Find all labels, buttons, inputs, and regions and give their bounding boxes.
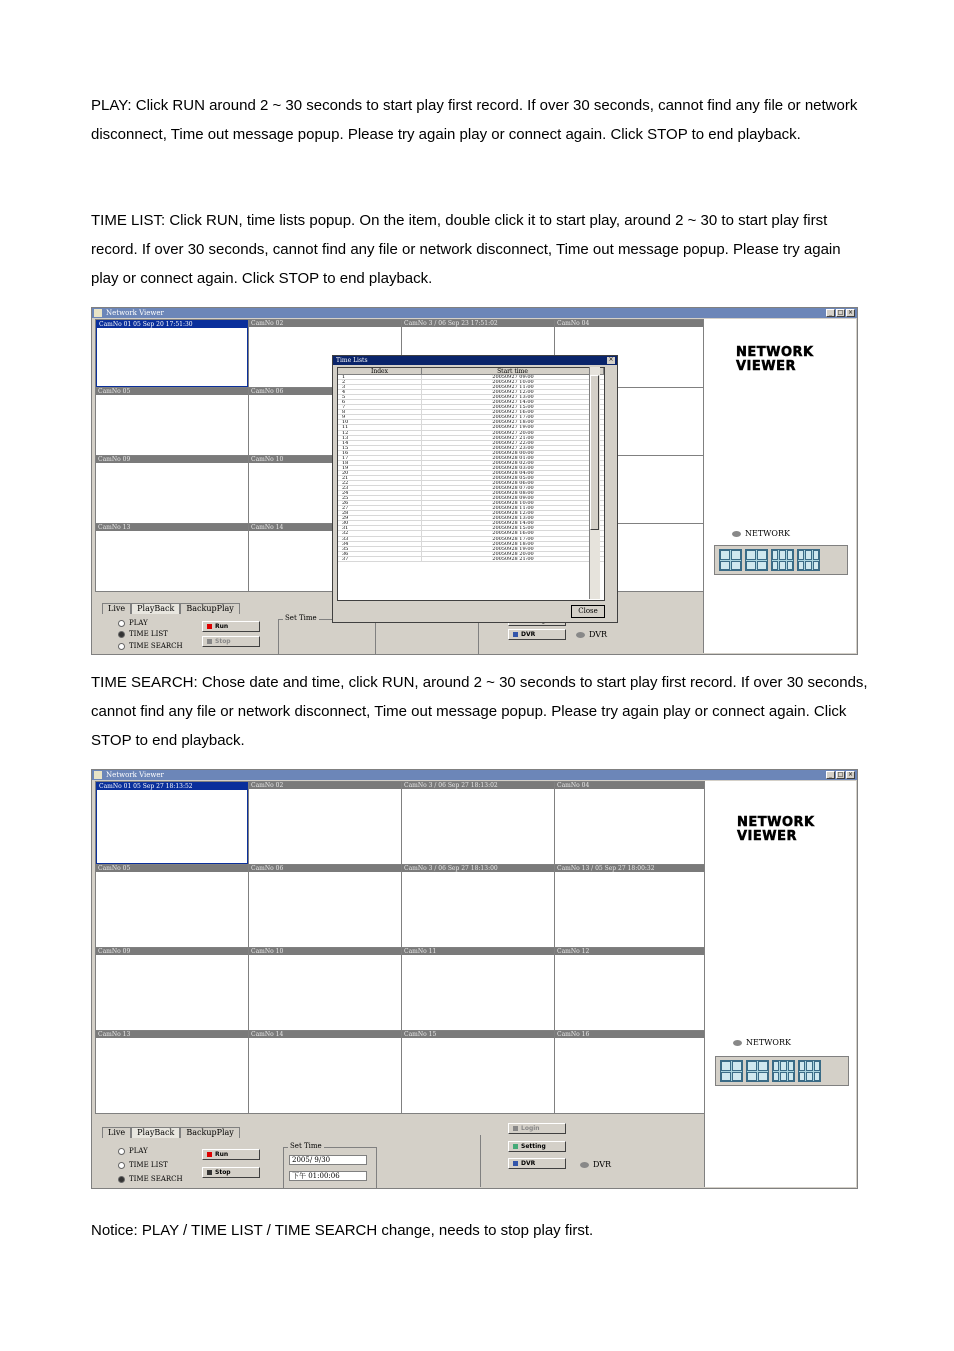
camera-cell[interactable]: [402, 1031, 554, 1113]
list-item[interactable]: 29 20050928 13:00: [338, 516, 604, 521]
list-item[interactable]: 24 20050928 08:00: [338, 491, 604, 496]
camera-caption: CamNo 3 / 06 Sep 27 18:13:02: [402, 782, 554, 789]
close-button[interactable]: Close: [571, 605, 605, 618]
camera-caption: CamNo 16: [555, 1031, 707, 1038]
camera-cell[interactable]: [555, 1031, 707, 1113]
camera-caption: CamNo 13: [96, 1031, 248, 1038]
list-item[interactable]: 18 20050928 02:00: [338, 461, 604, 466]
layout-6-icon[interactable]: [746, 1060, 769, 1082]
run-button[interactable]: Run: [202, 1149, 260, 1160]
list-item[interactable]: 27 20050928 11:00: [338, 506, 604, 511]
radio-time-list[interactable]: TIME LIST: [118, 1161, 168, 1169]
radio-time-search[interactable]: TIME SEARCH: [118, 1175, 183, 1183]
list-item[interactable]: 37 20050928 21:00: [338, 557, 604, 562]
list-item[interactable]: 7 20050927 15:00: [338, 405, 604, 410]
list-item[interactable]: 13 20050927 21:00: [338, 436, 604, 441]
list-item[interactable]: 34 20050928 18:00: [338, 542, 604, 547]
list-item[interactable]: 33 20050928 17:00: [338, 537, 604, 542]
camera-caption: CamNo 04: [555, 782, 707, 789]
radio-time-list[interactable]: TIME LIST: [118, 630, 168, 638]
camera-cell[interactable]: [96, 782, 248, 864]
stop-button[interactable]: Stop: [202, 1167, 260, 1178]
list-item[interactable]: 15 20050927 23:00: [338, 446, 604, 451]
maximize-icon[interactable]: □: [837, 771, 844, 778]
set-time-group: Set Time 2005/ 9/30 下午 01:00:06: [283, 1147, 377, 1189]
dialog-titlebar: Time Lists ×: [333, 356, 617, 365]
list-item[interactable]: 14 20050927 22:00: [338, 441, 604, 446]
camera-grid: [95, 781, 708, 1114]
dialog-close-icon[interactable]: ×: [608, 356, 614, 363]
minimize-icon[interactable]: _: [826, 309, 835, 317]
camera-caption: CamNo 01 05 Sep 27 18:13:52: [97, 783, 247, 790]
layout-9-icon[interactable]: [772, 1060, 795, 1082]
tab-live[interactable]: Live: [102, 1127, 131, 1138]
list-item[interactable]: 36 20050928 20:00: [338, 552, 604, 557]
camera-caption: CamNo 3 / 06 Sep 27 18:13:00: [402, 865, 554, 872]
time-search-screenshot: [91, 769, 858, 1189]
camera-cell[interactable]: [555, 948, 707, 1030]
list-item[interactable]: 17 20050928 01:00: [338, 456, 604, 461]
col-start-time[interactable]: Start time: [422, 368, 604, 375]
network-viewer-logo: NETWORK VIEWER: [737, 815, 815, 844]
list-item[interactable]: 2 20050927 10:00: [338, 380, 604, 385]
camera-cell[interactable]: [96, 456, 248, 523]
camera-caption: CamNo 02: [249, 782, 401, 789]
camera-cell[interactable]: [96, 1031, 248, 1113]
camera-cell[interactable]: [96, 524, 248, 591]
camera-caption: CamNo 10: [249, 948, 401, 955]
time-list-table: [337, 367, 605, 601]
time-search-paragraph: TIME SEARCH: Chose date and time, click RUN, around 2 ~ 30 seconds to start play first record. If over 30 seconds, cannot find any file or network disconnect, Time out message popup. Please try again play or connect again. Click STOP to end playback.: [91, 674, 868, 749]
app-icon: [94, 309, 102, 317]
layout-9-icon[interactable]: [771, 549, 794, 571]
time-lists-dialog: [332, 355, 618, 623]
side-panel: [704, 781, 856, 1187]
camera-caption: CamNo 15: [402, 1031, 554, 1038]
set-time-group: Set Time: [278, 619, 376, 655]
camera-caption: CamNo 11: [402, 948, 554, 955]
list-scrollbar[interactable]: [589, 367, 600, 599]
list-item[interactable]: 16 20050928 00:00: [338, 451, 604, 456]
list-item[interactable]: 30 20050928 14:00: [338, 521, 604, 526]
layout-6-icon[interactable]: [745, 549, 768, 571]
list-item[interactable]: 31 20050928 15:00: [338, 526, 604, 531]
radio-play[interactable]: PLAY: [118, 619, 148, 627]
mode-tabs: [102, 1127, 240, 1138]
list-item[interactable]: 23 20050928 07:00: [338, 486, 604, 491]
camera-cell[interactable]: [249, 782, 401, 864]
list-item[interactable]: 3 20050927 11:00: [338, 385, 604, 390]
camera-caption: CamNo 09: [96, 948, 248, 955]
camera-caption: CamNo 14: [249, 1031, 401, 1038]
network-option[interactable]: NETWORK: [732, 529, 790, 538]
camera-cell[interactable]: [249, 948, 401, 1030]
camera-cell[interactable]: [402, 948, 554, 1030]
setting-button[interactable]: Setting: [508, 1141, 566, 1152]
window-title: Network Viewer: [106, 309, 164, 317]
camera-caption: CamNo 05: [96, 388, 248, 395]
camera-cell[interactable]: [96, 865, 248, 947]
mode-tabs: [102, 603, 240, 614]
list-item[interactable]: 11 20050927 19:00: [338, 425, 604, 430]
list-item[interactable]: 4 20050927 12:00: [338, 390, 604, 395]
maximize-icon[interactable]: □: [837, 309, 844, 316]
play-paragraph: PLAY: Click RUN around 2 ~ 30 seconds to start play first record. If over 30 seconds, cannot find any file or network disconnect, Time out message popup. Please try again play or connect again. Click STOP to end playback.: [91, 97, 858, 143]
camera-caption: CamNo 04: [555, 320, 707, 327]
network-option[interactable]: NETWORK: [733, 1038, 791, 1047]
app-icon: [94, 771, 102, 779]
network-viewer-logo: NETWORK VIEWER: [736, 345, 814, 374]
camera-cell[interactable]: [96, 320, 248, 387]
camera-caption: CamNo 06: [249, 388, 401, 395]
layout-selector: [714, 545, 848, 575]
camera-caption: CamNo 05: [96, 865, 248, 872]
list-item[interactable]: 35 20050928 19:00: [338, 547, 604, 552]
radio-time-search[interactable]: TIME SEARCH: [118, 642, 183, 650]
close-icon[interactable]: ×: [847, 771, 854, 778]
camera-cell[interactable]: [555, 782, 707, 864]
notice-paragraph: Notice: PLAY / TIME LIST / TIME SEARCH change, needs to stop play first.: [91, 1222, 594, 1239]
tab-live[interactable]: Live: [102, 603, 131, 614]
dvr-button[interactable]: DVR: [508, 629, 566, 640]
tab-backupplay[interactable]: BackupPlay: [180, 603, 239, 614]
camera-caption: CamNo 3 / 06 Sep 23 17:51:02: [402, 320, 554, 327]
window-title: Network Viewer: [106, 771, 164, 779]
layout-selector: [715, 1056, 849, 1086]
list-item[interactable]: 20 20050928 04:00: [338, 471, 604, 476]
list-item[interactable]: 25 20050928 09:00: [338, 496, 604, 501]
camera-cell[interactable]: [249, 1031, 401, 1113]
window-titlebar: [92, 308, 857, 318]
list-item[interactable]: 12 20050927 20:00: [338, 431, 604, 436]
camera-caption: CamNo 01 05 Sep 20 17:51:30: [97, 321, 247, 328]
camera-caption: CamNo 13: [96, 524, 248, 531]
list-item[interactable]: 21 20050928 05:00: [338, 476, 604, 481]
col-index[interactable]: Index: [338, 368, 422, 375]
radio-play[interactable]: PLAY: [118, 1147, 148, 1155]
side-panel: [703, 319, 856, 653]
dvr-option[interactable]: DVR: [580, 1160, 611, 1169]
dvr-option[interactable]: DVR: [576, 630, 607, 639]
layout-16-icon[interactable]: [798, 1060, 821, 1082]
camera-caption: CamNo 13 / 05 Sep 27 18:00:32: [555, 865, 707, 872]
login-button[interactable]: Login: [508, 1123, 566, 1134]
minimize-icon[interactable]: _: [826, 771, 835, 779]
camera-caption: CamNo 14: [249, 524, 401, 531]
camera-caption: CamNo 09: [96, 456, 248, 463]
list-item[interactable]: 8 20050927 16:00: [338, 410, 604, 415]
layout-16-icon[interactable]: [797, 549, 820, 571]
camera-cell[interactable]: [96, 388, 248, 455]
camera-caption: CamNo 06: [249, 865, 401, 872]
camera-cell[interactable]: [555, 865, 707, 947]
list-item[interactable]: 32 20050928 16:00: [338, 531, 604, 536]
list-item[interactable]: 5 20050927 13:00: [338, 395, 604, 400]
list-item[interactable]: 1 20050927 09:00: [338, 375, 604, 380]
layout-4-icon[interactable]: [719, 549, 742, 571]
run-button[interactable]: Run: [202, 621, 260, 632]
time-list-screenshot: [91, 307, 858, 655]
close-icon[interactable]: ×: [847, 309, 854, 316]
tab-playback[interactable]: PlayBack: [131, 1127, 180, 1138]
list-item[interactable]: 10 20050927 18:00: [338, 420, 604, 425]
network-radio-icon: [733, 1040, 742, 1046]
list-item[interactable]: 9 20050927 17:00: [338, 415, 604, 420]
camera-cell[interactable]: [249, 865, 401, 947]
window-titlebar: [92, 770, 857, 780]
network-radio-icon: [732, 531, 741, 537]
camera-cell[interactable]: [402, 865, 554, 947]
date-picker[interactable]: 2005/ 9/30: [289, 1155, 367, 1165]
camera-cell[interactable]: [96, 948, 248, 1030]
stop-button[interactable]: Stop: [202, 636, 260, 647]
camera-cell[interactable]: [402, 782, 554, 864]
dvr-button[interactable]: DVR: [508, 1158, 566, 1169]
tab-backupplay[interactable]: BackupPlay: [180, 1127, 239, 1138]
list-item[interactable]: 19 20050928 03:00: [338, 466, 604, 471]
camera-caption: CamNo 02: [249, 320, 401, 327]
layout-4-icon[interactable]: [720, 1060, 743, 1082]
time-picker[interactable]: 下午 01:00:06: [289, 1171, 367, 1181]
camera-caption: CamNo 12: [555, 948, 707, 955]
list-item[interactable]: 22 20050928 06:00: [338, 481, 604, 486]
list-item[interactable]: 26 20050928 10:00: [338, 501, 604, 506]
camera-caption: CamNo 10: [249, 456, 401, 463]
list-item[interactable]: 6 20050927 14:00: [338, 400, 604, 405]
tab-playback[interactable]: PlayBack: [131, 603, 180, 614]
time-list-paragraph: TIME LIST: Click RUN, time lists popup. On the item, double click it to start play, around 2 ~ 30 to start play first record. If over 30 seconds, cannot find any file or network disconnect, Time out message popup. Please try again play or connect again. Click STOP to end playback.: [91, 212, 841, 287]
list-item[interactable]: 28 20050928 12:00: [338, 511, 604, 516]
